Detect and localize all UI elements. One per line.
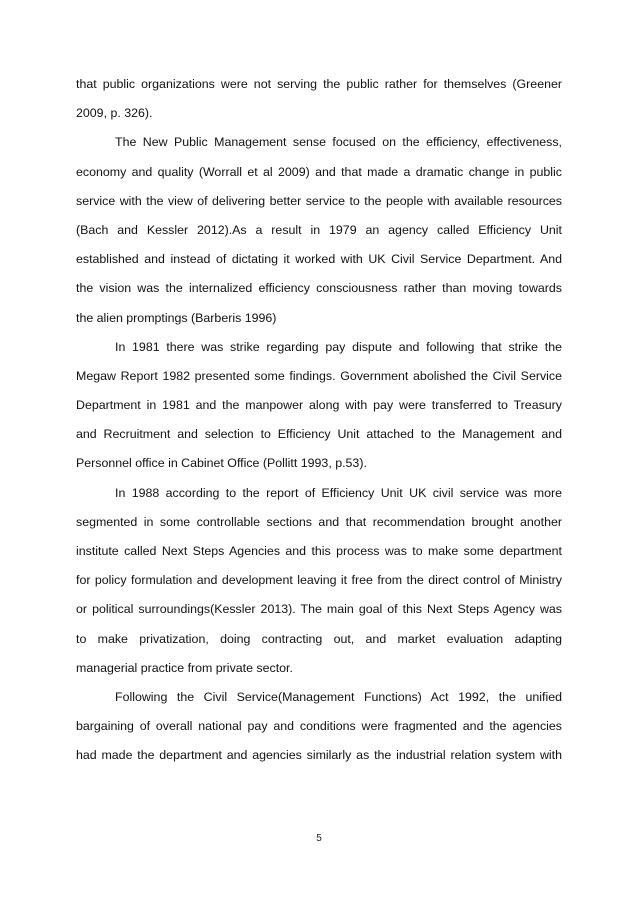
text-line: established and instead of dictating it worked with UK Civil Service Department. And [76,252,562,267]
text-line: institute called Next Steps Agencies and this process was to make some department [76,544,562,558]
text-line: Megaw Report 1982 presented some findings. Government abolished the Civil Service [76,368,562,383]
text-line: the alien promptings (Barberis 1996) [76,310,277,325]
text-line: In 1988 according to the report of Efficiency Unit UK civil service was more [115,485,562,500]
text-line: The New Public Management sense focused on the efficiency, effectiveness, [115,135,562,150]
paragraph [76,333,562,479]
paragraph [76,479,562,683]
text-line: 2009, p. 326). [76,106,153,121]
text-line: managerial practice from private sector. [76,660,293,675]
body-text [76,70,562,771]
text-line: had made the department and agencies similarly as the industrial relation system with [76,748,562,763]
text-line: In 1981 there was strike regarding pay dispute and following that strike the [115,339,562,354]
text-line: or political surroundings(Kessler 2013). The main goal of this Next Steps Agency was [76,602,562,617]
text-line: that public organizations were not serving the public rather for themselves (Greener [76,77,562,91]
text-line: Personnel office in Cabinet Office (Pollitt 1993, p.53). [76,456,367,471]
text-line: to make privatization, doing contracting out, and market evaluation adapting [76,631,562,646]
text-line: for policy formulation and development leaving it free from the direct control of Ministry [76,573,562,588]
text-line: segmented in some controllable sections and that recommendation brought another [76,514,562,529]
text-line: Following the Civil Service(Management Functions) Act 1992, the unified [115,689,562,704]
paragraph [76,128,562,332]
text-line: service with the view of delivering better service to the people with available resources [76,193,562,208]
page-number: 5 [316,833,322,844]
text-line: (Bach and Kessler 2012).As a result in 1979 an agency called Efficiency Unit [76,222,562,237]
text-line: the vision was the internalized efficiency consciousness rather than moving towards [76,281,562,296]
paragraph [76,70,562,128]
text-line: Department in 1981 and the manpower along with pay were transferred to Treasury [76,398,562,413]
paragraph [76,683,562,771]
text-line: and Recruitment and selection to Efficiency Unit attached to the Management and [76,427,562,442]
text-line: economy and quality (Worrall et al 2009) and that made a dramatic change in public [76,164,562,179]
text-line: bargaining of overall national pay and conditions were fragmented and the agencies [76,719,562,734]
